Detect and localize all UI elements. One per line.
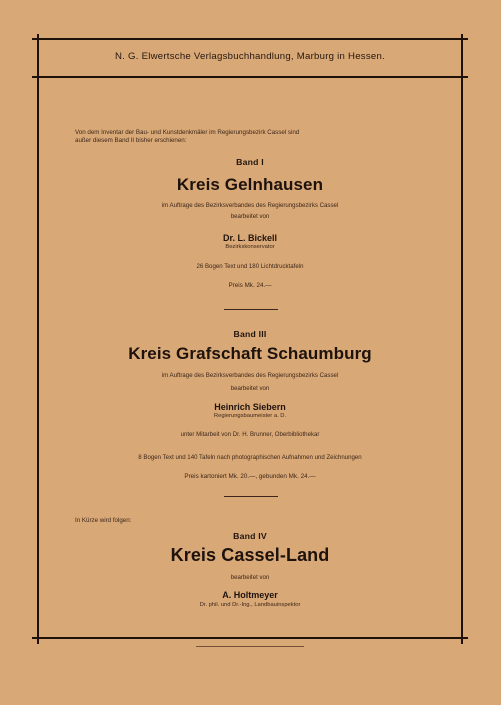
band-1-by: bearbeitet von (230, 213, 270, 220)
top-border-rule (32, 38, 468, 40)
band-3-title: Kreis Grafschaft Schaumburg (128, 344, 372, 363)
band-3-content: 8 Bogen Text und 140 Tafeln nach photographischen Aufnahmen und Zeichnungen (138, 454, 362, 461)
band-1-title: Kreis Gelnhausen (176, 175, 324, 194)
left-border-rule (37, 34, 39, 644)
band-1-author: Dr. L. Bickell (222, 233, 278, 243)
band-4-status: In Kürze wird folgen: (75, 517, 132, 524)
intro-paragraph (75, 129, 445, 145)
band-3-author-title: Regierungsbaumeister a. D. (213, 413, 287, 419)
band-1-label: Band I (236, 157, 264, 167)
footer-ornament-line (196, 646, 304, 647)
band-4-author-title: Dr. phil. und Dr.-Ing., Landbauinspektor (199, 602, 301, 608)
intro-line-1: Von dem Inventar der Bau- und Kunstdenkmäler im Regierungsbezirk Cassel sind (75, 129, 300, 136)
band-3-commission: im Auftrage des Bezirksverbandes des Regierungsbezirks Cassel (161, 372, 339, 379)
publisher-header: N. G. Elwertsche Verlagsbuchhandlung, Marburg in Hessen. (115, 51, 385, 62)
band-4-label: Band IV (233, 531, 267, 541)
intro-line-2: außer diesem Band II bisher erschienen: (75, 137, 187, 145)
section-separator-2 (224, 496, 278, 497)
band-1-content: 26 Bogen Text und 180 Lichtdrucktafeln (196, 263, 304, 270)
band-3-collab: unter Mitarbeit von Dr. H. Brunner, Oberbibliothekar (180, 431, 320, 438)
bottom-border-rule (32, 637, 468, 639)
band-4-author: A. Holtmeyer (222, 590, 278, 600)
right-border-rule (461, 34, 463, 644)
header-underline-rule (32, 76, 468, 78)
band-4-by: bearbeitet von (230, 574, 270, 581)
section-separator-1 (224, 309, 278, 310)
band-3-by: bearbeitet von (230, 385, 270, 392)
band-3-price: Preis kartoniert Mk. 20.—, gebunden Mk. 24.— (184, 473, 316, 480)
band-4-title: Kreis Cassel-Land (170, 545, 330, 565)
band-3-label: Band III (233, 329, 267, 339)
band-3-author: Heinrich Siebern (214, 402, 286, 412)
band-1-price: Preis Mk. 24.— (228, 282, 272, 289)
band-1-author-title: Bezirkskonservator (225, 244, 275, 250)
band-1-commission: im Auftrage des Bezirksverbandes des Regierungsbezirks Cassel (161, 202, 339, 209)
